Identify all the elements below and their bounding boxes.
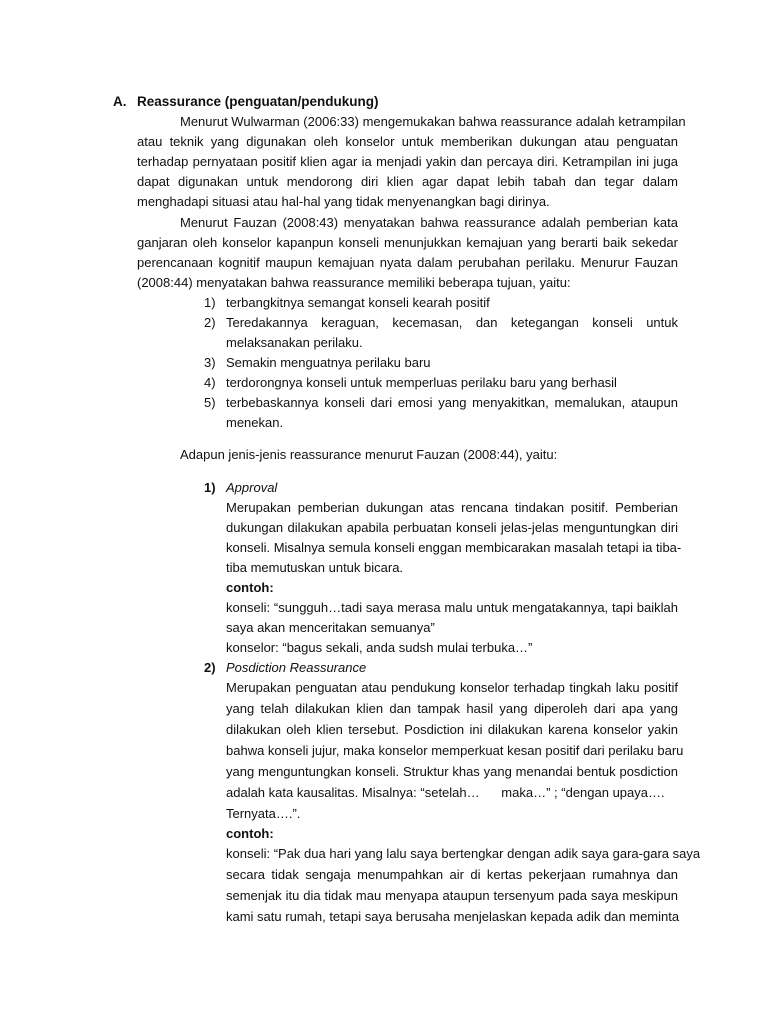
goal-text: terbangkitnya semangat konseli kearah positif [226, 295, 490, 310]
paragraph1-line: dapat digunakan untuk mendorong diri klien agar dapat lebih tabah dan tegar dalam [137, 174, 678, 189]
section-title: Reassurance (penguatan/pendukung) [137, 94, 379, 109]
approval-example-line: konselor: “bagus sekali, anda sudsh mulai terbuka…” [226, 640, 533, 655]
posdiction-number: 2) [204, 660, 216, 675]
paragraph1-line: menghadapi situasi atau hal-hal yang tidak menyenangkan bagi dirinya. [137, 194, 550, 209]
approval-body-line: konseli. Misalnya semula konseli enggan membicarakan masalah tetapi ia tiba- [226, 540, 682, 555]
posdiction-body-line: bahwa konseli jujur, maka konselor memperkuat kesan positif dari perilaku baru [226, 743, 684, 758]
posdiction-example-line: kami satu rumah, tetapi saya berusaha menjelaskan kepada adik dan meminta [226, 909, 680, 924]
posdiction-body-line: Ternyata….”. [226, 806, 301, 821]
section-letter: A. [113, 94, 127, 109]
goal-text: Teredakannya keraguan, kecemasan, dan ketegangan konseli untuk [226, 315, 678, 330]
paragraph2-line: (2008:44) menyatakan bahwa reassurance memiliki beberapa tujuan, yaitu: [137, 275, 571, 290]
approval-example-label: contoh: [226, 580, 274, 595]
paragraph1-line: Menurut Wulwarman (2006:33) mengemukakan bahwa reassurance adalah ketrampilan [180, 114, 686, 129]
posdiction-example-line: secara tidak sengaja menumpahkan air di kertas pekerjaan rumahnya dan [226, 867, 678, 882]
approval-example-line: konseli: “sungguh…tadi saya merasa malu untuk mengatakannya, tapi baiklah [226, 600, 678, 615]
goal-number: 4) [204, 375, 216, 390]
goal-text: menekan. [226, 415, 284, 430]
goal-number: 5) [204, 395, 216, 410]
posdiction-body-line: adalah kata kausalitas. Misalnya: “setelah… maka…” ; “dengan upaya…. [226, 785, 665, 800]
posdiction-body-line: dilakukan oleh klien tersebut. Posdiction ini dilakukan karena konselor yakin [226, 722, 678, 737]
goal-text: terdorongnya konseli untuk memperluas perilaku baru yang berhasil [226, 375, 617, 390]
posdiction-example-line: konseli: “Pak dua hari yang lalu saya bertengkar dengan adik saya gara-gara saya [226, 846, 701, 861]
posdiction-heading [204, 658, 366, 678]
approval-example-line: saya akan menceritakan semuanya” [226, 620, 435, 635]
approval-number: 1) [204, 480, 216, 495]
posdiction-example-line: semenjak itu dia tidak mau menyapa ataupun tersenyum pada saya meskipun [226, 888, 678, 903]
posdiction-body-line: yang menguntungkan konseli. Struktur khas yang menandai bentuk posdiction [226, 764, 678, 779]
approval-heading [204, 478, 277, 498]
posdiction-body-line: Merupakan penguatan atau pendukung konselor terhadap tingkah laku positif [226, 680, 678, 695]
paragraph2-line: perencanaan kognitif maupun kemajuan nyata dalam perubahan perilaku. Menurur Fauzan [137, 255, 678, 270]
goal-text: melaksanakan perilaku. [226, 335, 363, 350]
section-heading [113, 92, 379, 112]
paragraph2-line: ganjaran oleh konselor kapanpun konseli menunjukkan kemajuan yang berarti baik sekedar [137, 235, 678, 250]
types-intro: Adapun jenis-jenis reassurance menurut Fauzan (2008:44), yaitu: [180, 447, 558, 462]
goal-text: terbebaskannya konseli dari emosi yang menyakitkan, memalukan, ataupun [226, 395, 678, 410]
posdiction-example-label: contoh: [226, 826, 274, 841]
paragraph2-line: Menurut Fauzan (2008:43) menyatakan bahwa reassurance adalah pemberian kata [180, 215, 678, 230]
paragraph1-line: terhadap pernyataan positif klien agar ia menjadi yakin dan percaya diri. Ketrampilan ini juga [137, 154, 678, 169]
approval-body-line: dukungan dilakukan apabila perbuatan konseli jelas-jelas menguntungkan diri [226, 520, 678, 535]
goal-number: 2) [204, 315, 216, 330]
approval-body-line: Merupakan pemberian dukungan atas rencana tindakan positif. Pemberian [226, 500, 678, 515]
goal-text: Semakin menguatnya perilaku baru [226, 355, 431, 370]
posdiction-title: Posdiction Reassurance [226, 660, 367, 675]
approval-title: Approval [226, 480, 278, 495]
goal-number: 1) [204, 295, 216, 310]
goal-number: 3) [204, 355, 216, 370]
paragraph1-line: atau teknik yang digunakan oleh konselor untuk memberikan dukungan atau penguatan [137, 134, 678, 149]
posdiction-body-line: yang telah dilakukan klien dan tampak hasil yang diperoleh dari apa yang [226, 701, 678, 716]
approval-body-line: tiba memutuskan untuk bicara. [226, 560, 404, 575]
